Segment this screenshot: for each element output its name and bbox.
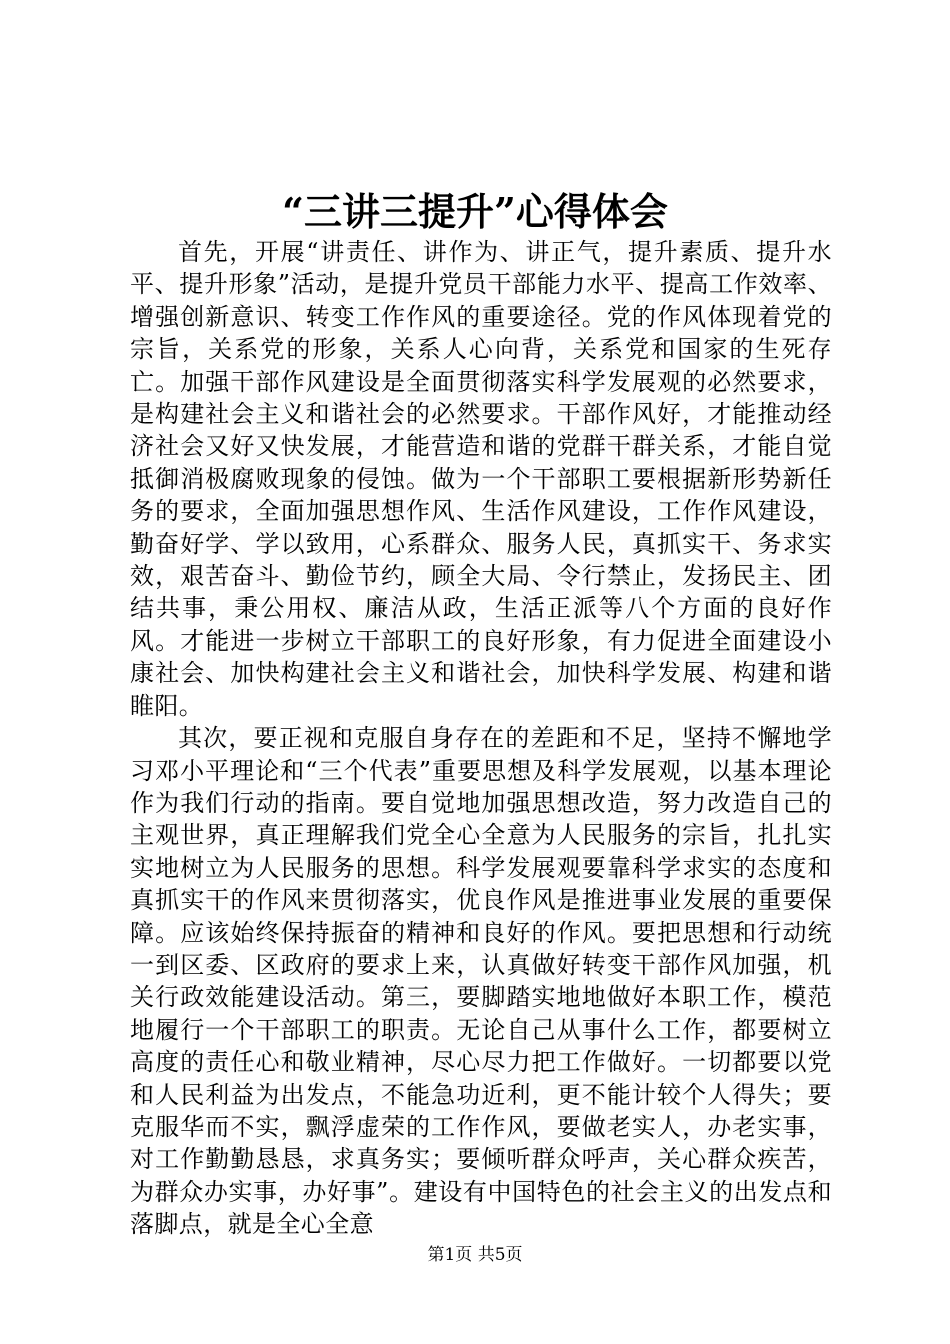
- paragraph-2: 其次，要正视和克服自身存在的差距和不足，坚持不懈地学习邓小平理论和“三个代表”重要思想及科学发展观，以基本理论作为我们行动的指南。要自觉地加强思想改造，努力改造自己的主观世界，真正理解我们党全心全意为人民服务的宗旨，扎扎实实地树立为人民服务的思想。科学发展观要靠科学求实的态度和真抓实干的作风来贯彻落实，优良作风是推进事业发展的重要保障。应该始终保持振奋的精神和良好的作风。要把思想和行动统一到区委、区政府的要求上来，认真做好转变干部作风加强，机关行政效能建设活动。第三，要脚踏实地地做好本职工作，模范地履行一个干部职工的职责。无论自己从事什么工作，都要树立高度的责任心和敬业精神，尽心尽力把工作做好。一切都要以党和人民利益为出发点，不能急功近利，更不能计较个人得失；要克服华而不实，飘浮虚荣的工作作风，要做老实人，办老实事，对工作勤勤恳恳，求真务实；要倾听群众呼声，关心群众疾苦，为群众办实事，办好事”。建设有中国特色的社会主义的出发点和落脚点，就是全心全意: [130, 724, 832, 1239]
- paragraph-1: 首先，开展“讲责任、讲作为、讲正气，提升素质、提升水平、提升形象”活动，是提升党员干部能力水平、提高工作效率、增强创新意识、转变工作作风的重要途径。党的作风体现着党的宗旨，关系党的形象，关系人心向背，关系党和国家的生死存亡。加强干部作风建设是全面贯彻落实科学发展观的必然要求，是构建社会主义和谐社会的必然要求。干部作风好，才能推动经济社会又好又快发展，才能营造和谐的党群干群关系，才能自觉抵御消极腐败现象的侵蚀。做为一个干部职工要根据新形势新任务的要求，全面加强思想作风、生活作风建设，工作作风建设，勤奋好学、学以致用，心系群众、服务人民，真抓实干、务求实效，艰苦奋斗、勤俭节约，顾全大局、令行禁止，发扬民主、团结共事，秉公用权、廉洁从政，生活正派等八个方面的良好作风。才能进一步树立干部职工的良好形象，有力促进全面建设小康社会、加快构建社会主义和谐社会，加快科学发展、构建和谐睢阳。: [130, 238, 832, 720]
- document-body: [130, 236, 832, 1241]
- document-title: “三讲三提升”心得体会: [282, 189, 668, 234]
- page-number-footer: 第1页 共5页: [427, 1245, 523, 1265]
